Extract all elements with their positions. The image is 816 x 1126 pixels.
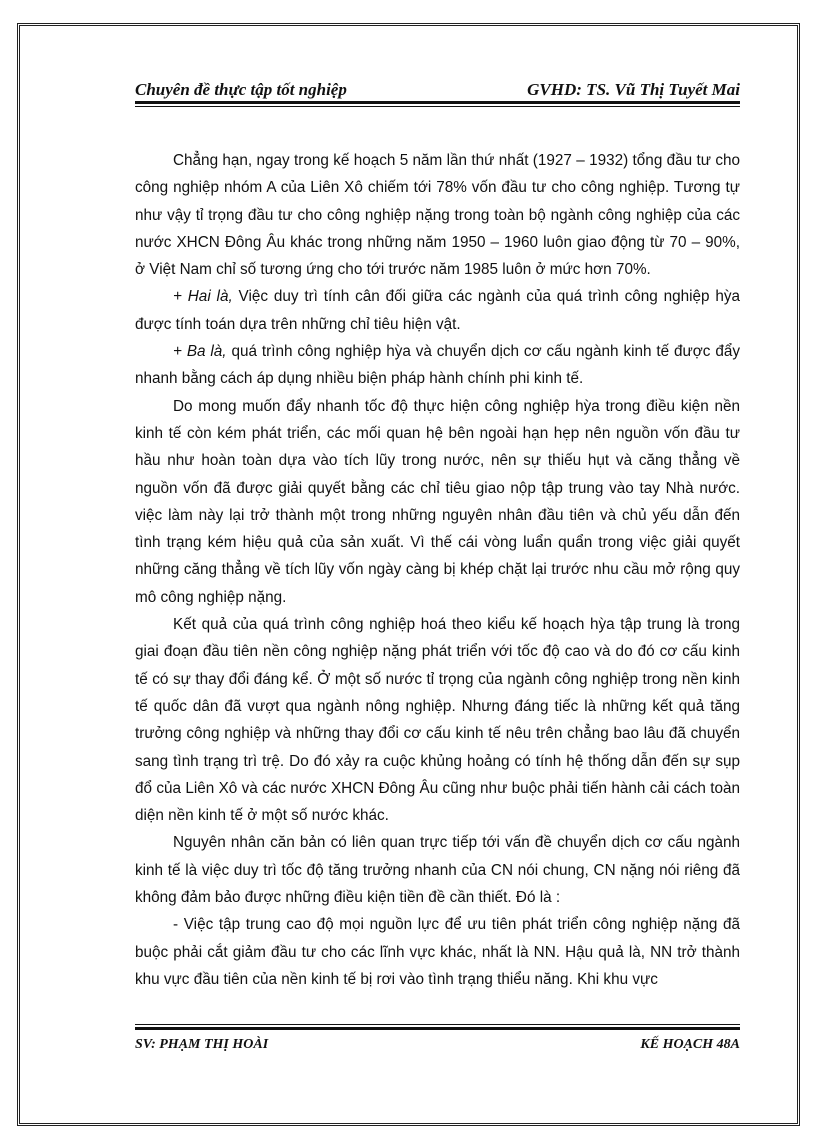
footer-class: KẾ HOẠCH 48A <box>640 1037 740 1052</box>
footer-rule-thick <box>135 1027 740 1030</box>
paragraph: Kết quả của quá trình công nghiệp hoá theo kiểu kế hoạch hỳa tập trung là trong giai đoạn đầu tiên nền công nghiệp nặng phát triển với tốc độ cao và do đó cơ cấu kinh tế có sự thay đổi đáng kể. Ở một số nước tỉ trọng của ngành công nghiệp trong nền kinh tế quốc dân đã vượt qua ngành nông nghiệp. Nhưng đáng tiếc là những kết quả tăng trưởng công nghiệp và những thay đổi cơ cấu kinh tế nêu trên chẳng bao lâu đã chuyển sang tình trạng trì trệ. Do đó xảy ra cuộc khủng hoảng có tính hệ thống dẫn đến sự sụp đổ của Liên Xô và các nước XHCN Đông Âu cũng như buộc phải tiến hành cải cách toàn diện nền kinh tế ở một số nước khác. <box>135 616 740 825</box>
header-rule-thick <box>135 101 740 104</box>
paragraph: Do mong muốn đẩy nhanh tốc độ thực hiện công nghiệp hỳa trong điều kiện nền kinh tế còn kém phát triển, các mối quan hệ bên ngoài hạn hẹp nên nguồn vốn đầu tư hầu như hoàn toàn dựa vào tích lũy trong nước, nên sự thiếu hụt và căng thẳng về nguồn vốn đã được giải quyết bằng các chỉ tiêu giao nộp tập trung vào tay Nhà nước. việc làm này lại trở thành một trong những nguyên nhân đầu tiên và chủ yếu dẫn đến tình trạng kém hiệu quả của sản xuất. Vì thế cái vòng luẩn quẩn trong việc giải quyết những căng thẳng về tích lũy vốn ngày càng bị khép chặt lại trước nhu cầu mở rộng quy mô công nghiệp nặng. <box>135 397 740 606</box>
body-text <box>135 147 740 993</box>
page-footer <box>135 1034 740 1056</box>
header-title: Chuyên đề thực tập tốt nghiệp <box>135 80 347 99</box>
header-advisor: GVHD: TS. Vũ Thị Tuyết Mai <box>527 80 740 99</box>
footer-rule-thin <box>135 1024 740 1025</box>
paragraph: Chẳng hạn, ngay trong kế hoạch 5 năm lần thứ nhất (1927 – 1932) tổng đầu tư cho công nghiệp nhóm A của Liên Xô chiếm tới 78% vốn đầu tư cho công nghiệp. Tương tự như vậy tỉ trọng đầu tư cho công nghiệp nặng trong toàn bộ ngành công nghiệp của các nước XHCN Đông Âu khác trong những năm 1950 – 1960 luôn giao động từ 70 – 90%, ở Việt Nam chỉ số tương ứng cho tới trước năm 1985 luôn ở mức hơn 70%. <box>135 152 740 279</box>
paragraph: Nguyên nhân căn bản có liên quan trực tiếp tới vấn đề chuyển dịch cơ cấu ngành kinh tế là việc duy trì tốc độ tăng trưởng nhanh của CN nói chung, CN nặng nói riêng đã không đảm bảo được những điều kiện tiền đề cần thiết. Đó là : <box>135 834 740 907</box>
paragraph: - Việc tập trung cao độ mọi nguồn lực để ưu tiên phát triển công nghiệp nặng đã buộc phải cắt giảm đầu tư cho các lĩnh vực khác, nhất là NN. Hậu quả là, NN trở thành khu vực đầu tiên của nền kinh tế bị rơi vào tình trạng thiểu năng. Khi khu vực <box>135 916 740 988</box>
paragraph: + Hai là, Việc duy trì tính cân đối giữa các ngành của quá trình công nghiệp hỳa được tính toán dựa trên những chỉ tiêu hiện vật. <box>135 288 740 333</box>
header-rule-thin <box>135 106 740 107</box>
footer-student: SV: PHẠM THỊ HOÀI <box>135 1037 269 1052</box>
page-header <box>135 70 740 100</box>
paragraph: + Ba là, quá trình công nghiệp hỳa và chuyển dịch cơ cấu ngành kinh tế được đẩy nhanh bằng cách áp dụng nhiều biện pháp hành chính phi kinh tế. <box>135 343 740 388</box>
